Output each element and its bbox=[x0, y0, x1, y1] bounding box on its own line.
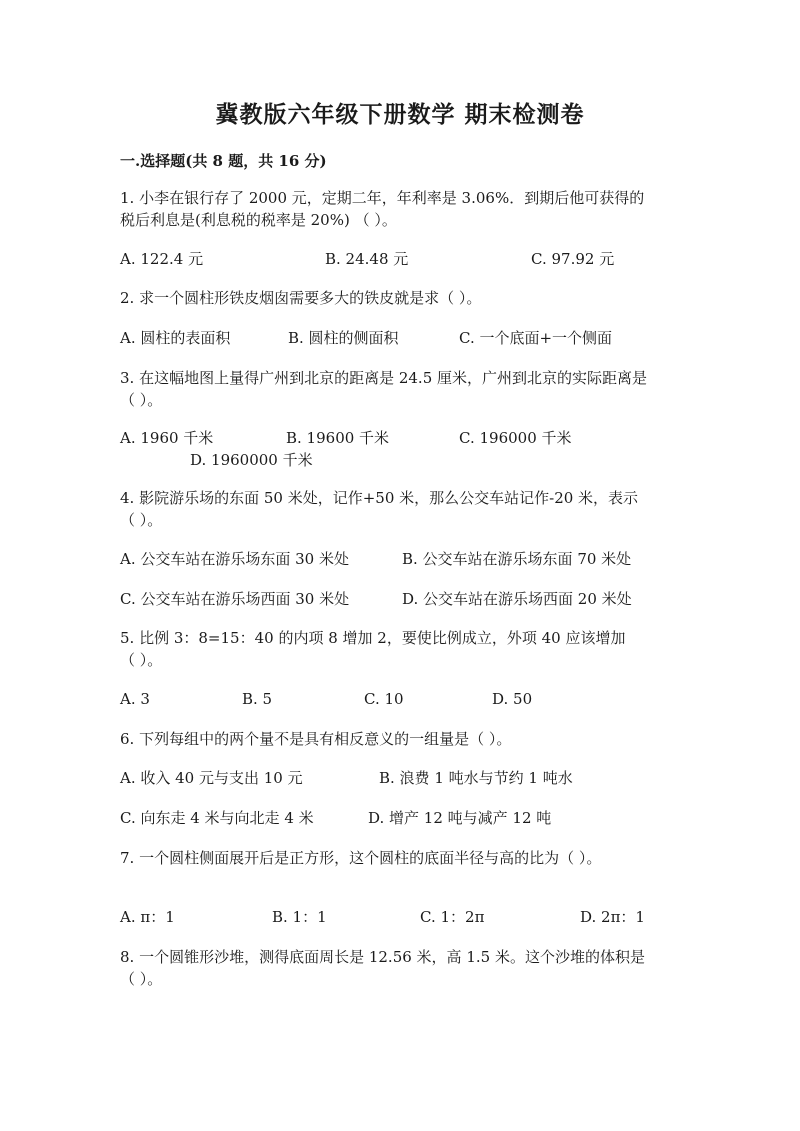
question-8 bbox=[120, 946, 690, 990]
question-text-line: 5. 比例 3：8=15：40 的内项 8 增加 2，要使比例成立，外项 40 应该增加 bbox=[120, 629, 626, 647]
question-text-line: 8. 一个圆锥形沙堆，测得底面周长是 12.56 米，高 1.5 米。这个沙堆的体积是 bbox=[120, 948, 645, 966]
option-a: A. 公交车站在游乐场东面 30 米处 bbox=[120, 550, 349, 568]
question-text-line: （ ）。 bbox=[120, 391, 163, 409]
question-text-line: 税后利息是(利息税的税率是 20%) （ ）。 bbox=[120, 211, 397, 229]
option-d: D. 公交车站在游乐场西面 20 米处 bbox=[402, 590, 632, 608]
option-a: A. 收入 40 元与支出 10 元 bbox=[120, 769, 303, 787]
question-1 bbox=[120, 187, 690, 231]
option-c: C. 97.92 元 bbox=[531, 250, 615, 268]
question-5 bbox=[120, 627, 690, 671]
option-b: B. 5 bbox=[242, 690, 273, 708]
question-text-line: （ ）。 bbox=[120, 511, 163, 529]
option-d: D. 1960000 千米 bbox=[190, 451, 313, 469]
section-heading: 一.选择题(共 8 题，共 16 分) bbox=[120, 152, 327, 170]
option-c: C. 10 bbox=[364, 690, 404, 708]
question-text-line: （ ）。 bbox=[120, 651, 163, 669]
option-a: A. 圆柱的表面积 bbox=[120, 329, 231, 347]
option-a: A. 1960 千米 bbox=[120, 429, 214, 447]
question-text-line: 2. 求一个圆柱形铁皮烟囱需要多大的铁皮就是求（ ）。 bbox=[120, 289, 482, 307]
option-c: C. 1：2π bbox=[420, 908, 485, 926]
question-text-line: 4. 影院游乐场的东面 50 米处，记作+50 米，那么公交车站记作-20 米，表示 bbox=[120, 489, 639, 507]
question-text-line: （ ）。 bbox=[120, 970, 163, 988]
option-b: B. 19600 千米 bbox=[286, 429, 390, 447]
option-b: B. 圆柱的侧面积 bbox=[288, 329, 399, 347]
option-b: B. 公交车站在游乐场东面 70 米处 bbox=[402, 550, 632, 568]
option-c: C. 向东走 4 米与向北走 4 米 bbox=[120, 809, 314, 827]
question-7 bbox=[120, 847, 690, 869]
question-3 bbox=[120, 367, 690, 411]
page-title: 冀教版六年级下册数学 期末检测卷 bbox=[215, 101, 585, 128]
question-text-line: 3. 在这幅地图上量得广州到北京的距离是 24.5 厘米，广州到北京的实际距离是 bbox=[120, 369, 648, 387]
question-text-line: 6. 下列每组中的两个量不是具有相反意义的一组量是（ ）。 bbox=[120, 730, 512, 748]
option-b: B. 1：1 bbox=[272, 908, 327, 926]
question-text-line: 1. 小李在银行存了 2000 元，定期二年，年利率是 3.06%．到期后他可获得的 bbox=[120, 189, 645, 207]
question-2 bbox=[120, 287, 690, 309]
option-d: D. 2π：1 bbox=[580, 908, 645, 926]
option-b: B. 浪费 1 吨水与节约 1 吨水 bbox=[379, 769, 573, 787]
option-a: A. 3 bbox=[120, 690, 150, 708]
option-a: A. π：1 bbox=[120, 908, 175, 926]
option-d: D. 增产 12 吨与减产 12 吨 bbox=[368, 809, 552, 827]
question-4 bbox=[120, 487, 690, 531]
option-b: B. 24.48 元 bbox=[325, 250, 409, 268]
option-c: C. 一个底面+一个侧面 bbox=[459, 329, 613, 347]
question-6 bbox=[120, 728, 690, 750]
option-d: D. 50 bbox=[492, 690, 533, 708]
option-a: A. 122.4 元 bbox=[120, 250, 204, 268]
question-text-line: 7. 一个圆柱侧面展开后是正方形，这个圆柱的底面半径与高的比为（ ）。 bbox=[120, 849, 602, 867]
option-c: C. 公交车站在游乐场西面 30 米处 bbox=[120, 590, 350, 608]
option-c: C. 196000 千米 bbox=[459, 429, 572, 447]
